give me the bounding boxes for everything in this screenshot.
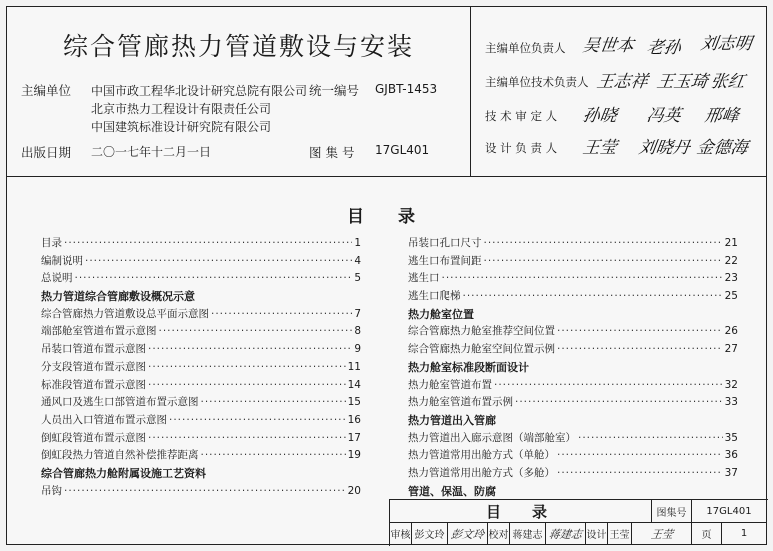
toc-dot-leader — [557, 467, 723, 479]
atlas-title: 综合管廊热力管道敷设与安装 — [62, 32, 414, 61]
toc-section-heading — [408, 412, 738, 430]
toc-entry-page: 7 — [354, 307, 361, 320]
toc-entry[interactable] — [408, 323, 738, 341]
toc-dot-leader — [148, 432, 346, 444]
toc-dot-leader — [75, 272, 353, 284]
toc-entry-title: 人员出入口管道布置示意图 — [41, 413, 167, 426]
toc-entry-title: 端部舱室管道布置示意图 — [41, 325, 157, 338]
toc-dot-leader — [211, 308, 352, 320]
sig-3c: 邢峰 — [703, 106, 741, 126]
toc-entry-page: 37 — [724, 466, 738, 479]
toc-section-heading — [408, 483, 738, 501]
toc-entry[interactable] — [408, 394, 738, 412]
sig-label-3: 技 术 审 定 人 — [485, 109, 558, 123]
toc-dot-leader — [578, 432, 723, 444]
toc-dot-leader — [484, 237, 723, 249]
toc-entry-title: 热力舱室位置 — [408, 307, 474, 321]
toc-dot-leader — [64, 485, 346, 497]
toc-entry[interactable] — [408, 465, 738, 483]
toc-entry[interactable] — [41, 483, 361, 501]
tb-checker: 蒋建志 — [510, 523, 546, 545]
toc-entry[interactable] — [408, 447, 738, 465]
toc-entry[interactable] — [41, 359, 361, 377]
toc-entry-title: 逃生口爬梯 — [408, 290, 461, 303]
toc-entry-page: 14 — [347, 378, 361, 391]
toc-entry-page: 16 — [347, 413, 361, 426]
toc-entry-title: 热力管道出入管廊 — [408, 413, 496, 427]
toc-entry-title: 标准段管道布置示意图 — [41, 378, 146, 391]
toc-dot-leader — [515, 396, 723, 408]
unit-1: 中国市政工程华北设计研究总院有限公司 — [91, 84, 308, 98]
toc-dot-leader — [148, 379, 346, 391]
toc-dot-leader — [201, 396, 346, 408]
sig-2b: 王玉琦 — [655, 72, 710, 92]
toc-entry-page: 33 — [724, 396, 738, 409]
header-info — [7, 7, 471, 177]
toc-entry-title: 逃生口 — [408, 272, 440, 285]
sig-4b: 刘晓丹 — [637, 138, 692, 158]
sig-3b: 冯英 — [645, 106, 683, 126]
toc-dot-leader — [463, 290, 723, 302]
toc-dot-leader — [201, 449, 346, 461]
toc-entry-title: 逃生口布置间距 — [408, 254, 482, 267]
toc-entry-page: 8 — [354, 325, 361, 338]
toc-dot-leader — [494, 379, 723, 391]
toc-dot-leader — [64, 237, 352, 249]
toc-entry-page: 21 — [724, 237, 738, 249]
toc-dot-leader — [557, 449, 723, 461]
toc-dot-leader — [169, 414, 346, 426]
tb-reviewer: 彭文玲 — [412, 523, 448, 545]
toc-entry-title: 热力舱室管道布置 — [408, 378, 492, 391]
tb-page-label: 页 — [692, 523, 722, 545]
signature-panel — [471, 7, 766, 177]
toc-entry-title: 综合管廊热力舱室空间位置示例 — [408, 343, 555, 356]
toc-entry[interactable] — [41, 235, 361, 253]
toc-entry[interactable] — [408, 235, 738, 253]
toc-entry-title: 分支段管道布置示意图 — [41, 360, 146, 373]
toc-entry-title: 热力管道综合管廊敷设概况示意 — [41, 290, 195, 304]
tb-design-label: 设计 — [586, 523, 608, 545]
toc-entry-page: 15 — [347, 396, 361, 409]
toc-entry[interactable] — [41, 253, 361, 271]
title-block — [389, 499, 768, 546]
toc-entry-page: 26 — [724, 325, 738, 338]
date-label: 出版日期 — [21, 145, 72, 160]
toc-entry-title: 热力管道常用出舱方式（单舱） — [408, 449, 555, 462]
toc-entry[interactable] — [41, 323, 361, 341]
unit-2: 北京市热力工程设计有限责任公司 — [91, 102, 272, 116]
toc-entry-title: 管道、保温、防腐 — [408, 484, 496, 498]
toc-dot-leader — [159, 325, 353, 337]
toc-right-column — [408, 235, 738, 500]
tb-designer-signature: 王莹 — [632, 523, 692, 545]
toc-entry[interactable] — [41, 270, 361, 288]
toc-entry-page: 36 — [724, 449, 738, 462]
toc-dot-leader — [442, 272, 723, 284]
toc-entry-page: 35 — [724, 431, 738, 444]
sig-2a: 王志祥 — [595, 72, 650, 92]
toc-section-heading — [408, 306, 738, 324]
tb-atlas-value: 17GL401 — [692, 500, 767, 523]
sig-label-2: 主编单位技术负责人 — [485, 75, 589, 89]
toc-entry-page: 25 — [724, 290, 738, 303]
toc-dot-leader — [85, 255, 352, 267]
toc-entry[interactable] — [408, 430, 738, 448]
toc-entry[interactable] — [41, 341, 361, 359]
toc-entry-title: 综合管廊热力舱室推荐空间位置 — [408, 325, 555, 338]
toc-entry-title: 编制说明 — [41, 254, 83, 267]
toc-entry[interactable] — [41, 377, 361, 395]
toc-entry-page: 20 — [347, 484, 361, 497]
toc-entry-title: 热力管道出入廊示意图（端部舱室） — [408, 431, 576, 444]
toc-left-column — [41, 235, 361, 500]
toc-entry-title: 倒虹段管道布置示意图 — [41, 431, 146, 444]
toc-entry-page: 19 — [347, 449, 361, 462]
toc-entry[interactable] — [408, 341, 738, 359]
tb-drawing-name: 目 录 — [390, 500, 652, 523]
toc-dot-leader — [148, 361, 346, 373]
toc-entry-page: 4 — [354, 254, 361, 267]
tb-check-label: 校对 — [488, 523, 510, 545]
atlas-label: 图 集 号 — [309, 145, 355, 160]
sig-1a: 吴世本 — [581, 36, 636, 56]
toc-entry-title: 吊装口管道布置示意图 — [41, 343, 146, 356]
drawing-frame — [6, 6, 767, 545]
toc-dot-leader — [557, 343, 723, 355]
sig-1c: 刘志明 — [699, 34, 754, 54]
toc-entry-title: 综合管廊热力舱附属设施工艺资料 — [41, 466, 206, 480]
sig-4c: 金德海 — [695, 138, 750, 158]
tb-designer: 王莹 — [608, 523, 632, 545]
tb-page-value: 1 — [722, 523, 767, 545]
tb-atlas-label: 图集号 — [652, 500, 692, 523]
toc-entry-page: 5 — [354, 272, 361, 285]
sig-4a: 王莹 — [581, 138, 619, 158]
toc-entry-page: 9 — [354, 343, 361, 356]
toc-entry-page: 23 — [724, 272, 738, 285]
toc-entry[interactable] — [408, 288, 738, 306]
toc-entry[interactable] — [408, 253, 738, 271]
toc-dot-leader — [484, 255, 723, 267]
toc-dot-leader — [557, 325, 723, 337]
toc-entry-title: 综合管廊热力管道敷设总平面示意图 — [41, 307, 209, 320]
code-label: 统一编号 — [309, 83, 360, 98]
toc-entry-title: 倒虹段热力管道自然补偿推荐距离 — [41, 449, 199, 462]
toc-entry[interactable] — [408, 377, 738, 395]
tb-reviewer-signature: 彭文玲 — [448, 523, 488, 545]
units-label: 主编单位 — [21, 83, 72, 98]
toc-entry[interactable] — [408, 270, 738, 288]
tb-review-label: 审核 — [390, 523, 412, 545]
toc-section-heading — [41, 288, 361, 306]
toc-entry[interactable] — [41, 412, 361, 430]
toc-entry-page: 22 — [724, 254, 738, 267]
sig-label-1: 主编单位负责人 — [485, 41, 566, 55]
toc-entry-title: 热力舱室标准段断面设计 — [408, 360, 529, 374]
toc-entry[interactable] — [41, 394, 361, 412]
toc-entry-title: 热力舱室管道布置示例 — [408, 396, 513, 409]
sig-label-4: 设 计 负 责 人 — [485, 141, 558, 155]
toc-entry[interactable] — [41, 447, 361, 465]
toc-entry-page: 11 — [347, 360, 361, 373]
toc-entry-title: 总说明 — [41, 272, 73, 285]
toc-entry-page: 32 — [724, 378, 738, 391]
toc-title: 目 录 — [347, 207, 415, 227]
sig-2c: 张红 — [709, 72, 747, 92]
atlas-value: 17GL401 — [375, 143, 430, 157]
sig-3a: 孙晓 — [581, 106, 619, 126]
toc-entry-title: 通风口及逃生口部管道布置示意图 — [41, 396, 199, 409]
toc-entry[interactable] — [41, 430, 361, 448]
toc-entry-page: 27 — [724, 343, 738, 356]
toc-section-heading — [408, 359, 738, 377]
tb-checker-signature: 蒋建志 — [546, 523, 586, 545]
toc-dot-leader — [148, 343, 352, 355]
toc-entry[interactable] — [41, 306, 361, 324]
toc-section-heading — [41, 465, 361, 483]
toc-entry-title: 目录 — [41, 237, 62, 249]
date-value: 二〇一七年十二月一日 — [91, 145, 212, 159]
code-value: GJBT-1453 — [375, 82, 438, 96]
unit-3: 中国建筑标准设计研究院有限公司 — [91, 120, 272, 134]
toc-entry-page: 1 — [354, 237, 361, 249]
toc-entry-title: 热力管道常用出舱方式（多舱） — [408, 466, 555, 479]
toc-entry-title: 吊装口孔口尺寸 — [408, 237, 482, 249]
toc-entry-title: 吊钩 — [41, 484, 62, 497]
toc-entry-page: 17 — [347, 431, 361, 444]
sig-1b: 老孙 — [645, 38, 683, 58]
